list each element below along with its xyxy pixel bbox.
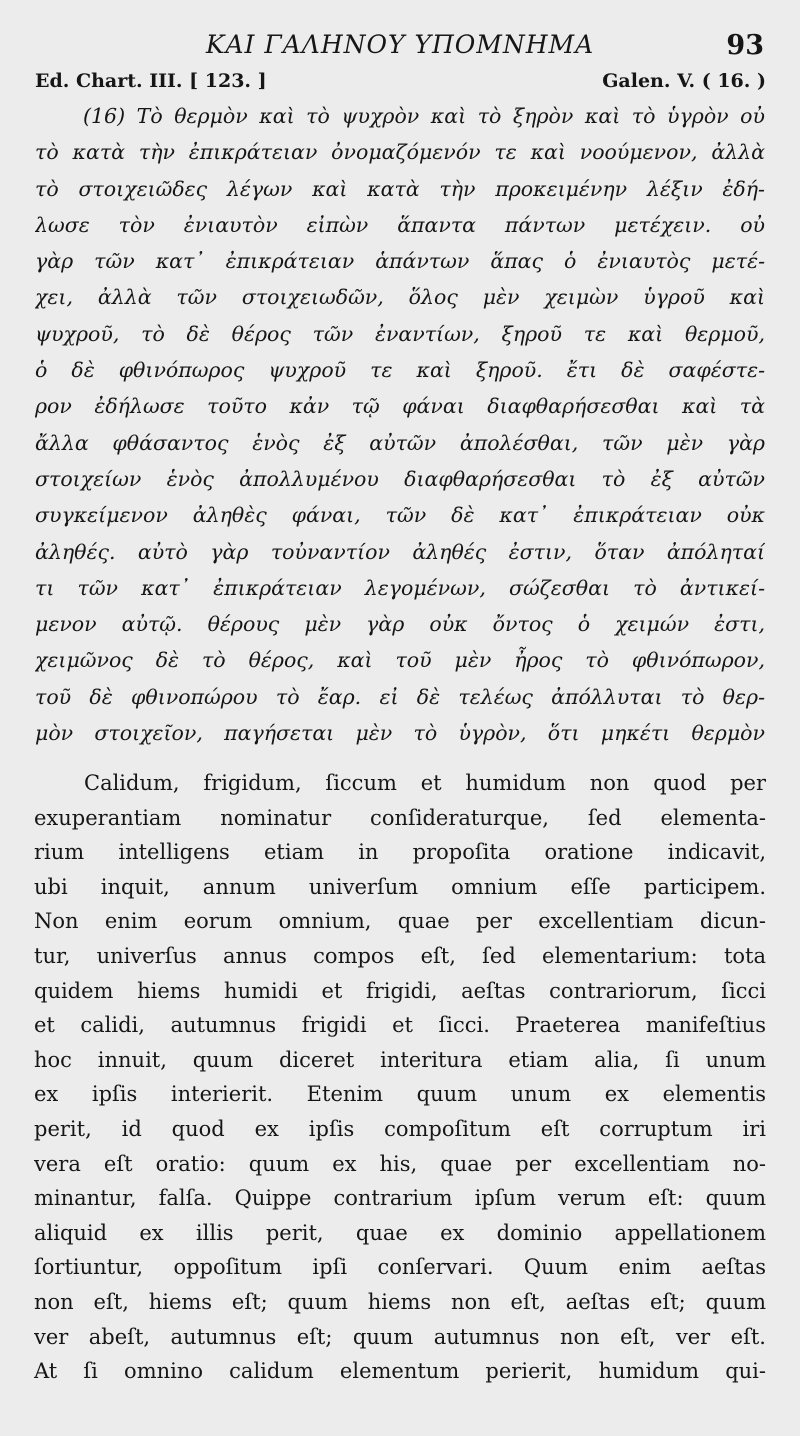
greek-line: λωσε τὸν ἐνιαυτὸν εἰπὼν ἅπαντα πάντων μετέχειν. οὐ: [35, 212, 765, 237]
greek-line: μὸν στοιχεῖον, παγήσεται μὲν τὸ ὑγρὸν, ὅτι μηκέτι θερμὸν: [35, 721, 765, 746]
greek-line: ρον ἐδήλωσε τοῦτο κἀν τῷ φάναι διαφθαρήσεσθαι καὶ τὰ: [35, 394, 765, 419]
greek-text-block: [35, 98, 765, 751]
latin-line: vera eſt oratio: quum ex his, quae per excellentiam no-: [34, 1151, 766, 1176]
latin-text-block: [34, 766, 766, 1389]
latin-line: ex ipſis interierit. Etenim quum unum ex elementis: [34, 1082, 766, 1107]
latin-line: Calidum, frigidum, ſiccum et humidum non quod per: [84, 771, 766, 795]
latin-line: ubi inquit, annum univerſum omnium eſſe participem.: [34, 874, 766, 899]
latin-line: et calidi, autumnus frigidi et ſicci. Praeterea manifeſtius: [34, 1013, 766, 1038]
latin-line: tur, univerſus annus compos eſt, ſed elementarium: tota: [34, 943, 766, 968]
greek-line: ψυχροῦ, τὸ δὲ θέρος τῶν ἐναντίων, ξηροῦ τε καὶ θερμοῦ,: [35, 321, 765, 346]
latin-line: aliquid ex illis perit, quae ex dominio appellationem: [34, 1220, 766, 1245]
greek-line: ὁ δὲ φθινόπωρος ψυχροῦ τε καὶ ξηροῦ. ἔτι δὲ σαφέστε-: [35, 358, 765, 383]
latin-line: non eſt, hiems eſt; quum hiems non eſt, aeſtas eſt; quum: [34, 1289, 766, 1314]
greek-line: συγκείμενον ἀληθὲς φάναι, τῶν δὲ κατ᾽ ἐπικράτειαν οὐκ: [35, 503, 765, 528]
latin-line: Non enim eorum omnium, quae per excellentiam dicun-: [34, 909, 766, 934]
latin-line: hoc innuit, quum diceret interitura etiam alia, ſi unum: [34, 1047, 766, 1072]
greek-line: στοιχείων ἑνὸς ἀπολλυμένου διαφθαρήσεσθαι τὸ ἐξ αὐτῶν: [35, 466, 765, 491]
latin-line: ver abeſt, autumnus eſt; quum autumnus non eſt, ver eſt.: [34, 1324, 766, 1349]
greek-line: χειμῶνος δὲ τὸ θέρος, καὶ τοῦ μὲν ἦρος τὸ φθινόπωρον,: [35, 648, 765, 673]
greek-line: γὰρ τῶν κατ᾽ ἐπικράτειαν ἁπάντων ἅπας ὁ ἐνιαυτὸς μετέ-: [35, 249, 765, 274]
edition-reference-line: [30, 70, 770, 98]
latin-line: quidem hiems humidi et frigidi, aeſtas contrariorum, ſicci: [34, 978, 766, 1003]
latin-line: exuperantiam nominatur conſideraturque, ſed elementa-: [34, 805, 766, 830]
greek-line: μενον αὐτῷ. θέρους μὲν γὰρ οὐκ ὄντος ὁ χειμών ἐστι,: [35, 612, 765, 637]
greek-line: (16) Τὸ θερμὸν καὶ τὸ ψυχρὸν καὶ τὸ ξηρὸν καὶ τὸ ὑγρὸν οὐ: [83, 104, 765, 128]
page-number: 93: [726, 30, 764, 61]
running-title: ΚΑΙ ΓΑΛΗΝΟΥ ΥΠΟΜΝΗΜΑ: [205, 30, 595, 59]
edition-reference-chartier: Ed. Chart. III. [ 123. ]: [35, 70, 267, 92]
greek-line: τὸ κατὰ τὴν ἐπικράτειαν ὀνομαζόμενόν τε καὶ νοούμενον, ἀλλὰ: [35, 140, 765, 165]
greek-line: τὸ στοιχειῶδες λέγων καὶ κατὰ τὴν προκειμένην λέξιν ἐδή-: [35, 176, 765, 201]
greek-line: ἄλλα φθάσαντος ἑνὸς ἐξ αὐτῶν ἀπολέσθαι, τῶν μὲν γὰρ: [35, 430, 765, 455]
greek-line: χει, ἀλλὰ τῶν στοιχειωδῶν, ὅλος μὲν χειμὼν ὑγροῦ καὶ: [35, 285, 765, 310]
latin-line: ſortiuntur, oppoſitum ipſi conſervari. Quum enim aeſtas: [34, 1255, 766, 1280]
latin-line: rium intelligens etiam in propoſita oratione indicavit,: [34, 840, 766, 865]
latin-line: At ſi omnino calidum elementum perierit, humidum qui-: [34, 1359, 766, 1384]
greek-line: τοῦ δὲ φθινοπώρου τὸ ἔαρ. εἰ δὲ τελέως ἀπόλλυται τὸ θερ-: [35, 684, 765, 709]
edition-reference-galen: Galen. V. ( 16. ): [602, 70, 766, 92]
latin-line: perit, id quod ex ipſis compoſitum eſt corruptum iri: [34, 1116, 766, 1141]
greek-line: ἀληθές. αὐτὸ γὰρ τοὐναντίον ἀληθές ἐστιν, ὅταν ἀπόληταί: [35, 539, 765, 564]
running-header: [30, 30, 770, 64]
latin-line: minantur, falſa. Quippe contrarium ipſum verum eſt: quum: [34, 1186, 766, 1211]
greek-line: τι τῶν κατ᾽ ἐπικράτειαν λεγομένων, σώζεσθαι τὸ ἀντικεί-: [35, 575, 765, 600]
